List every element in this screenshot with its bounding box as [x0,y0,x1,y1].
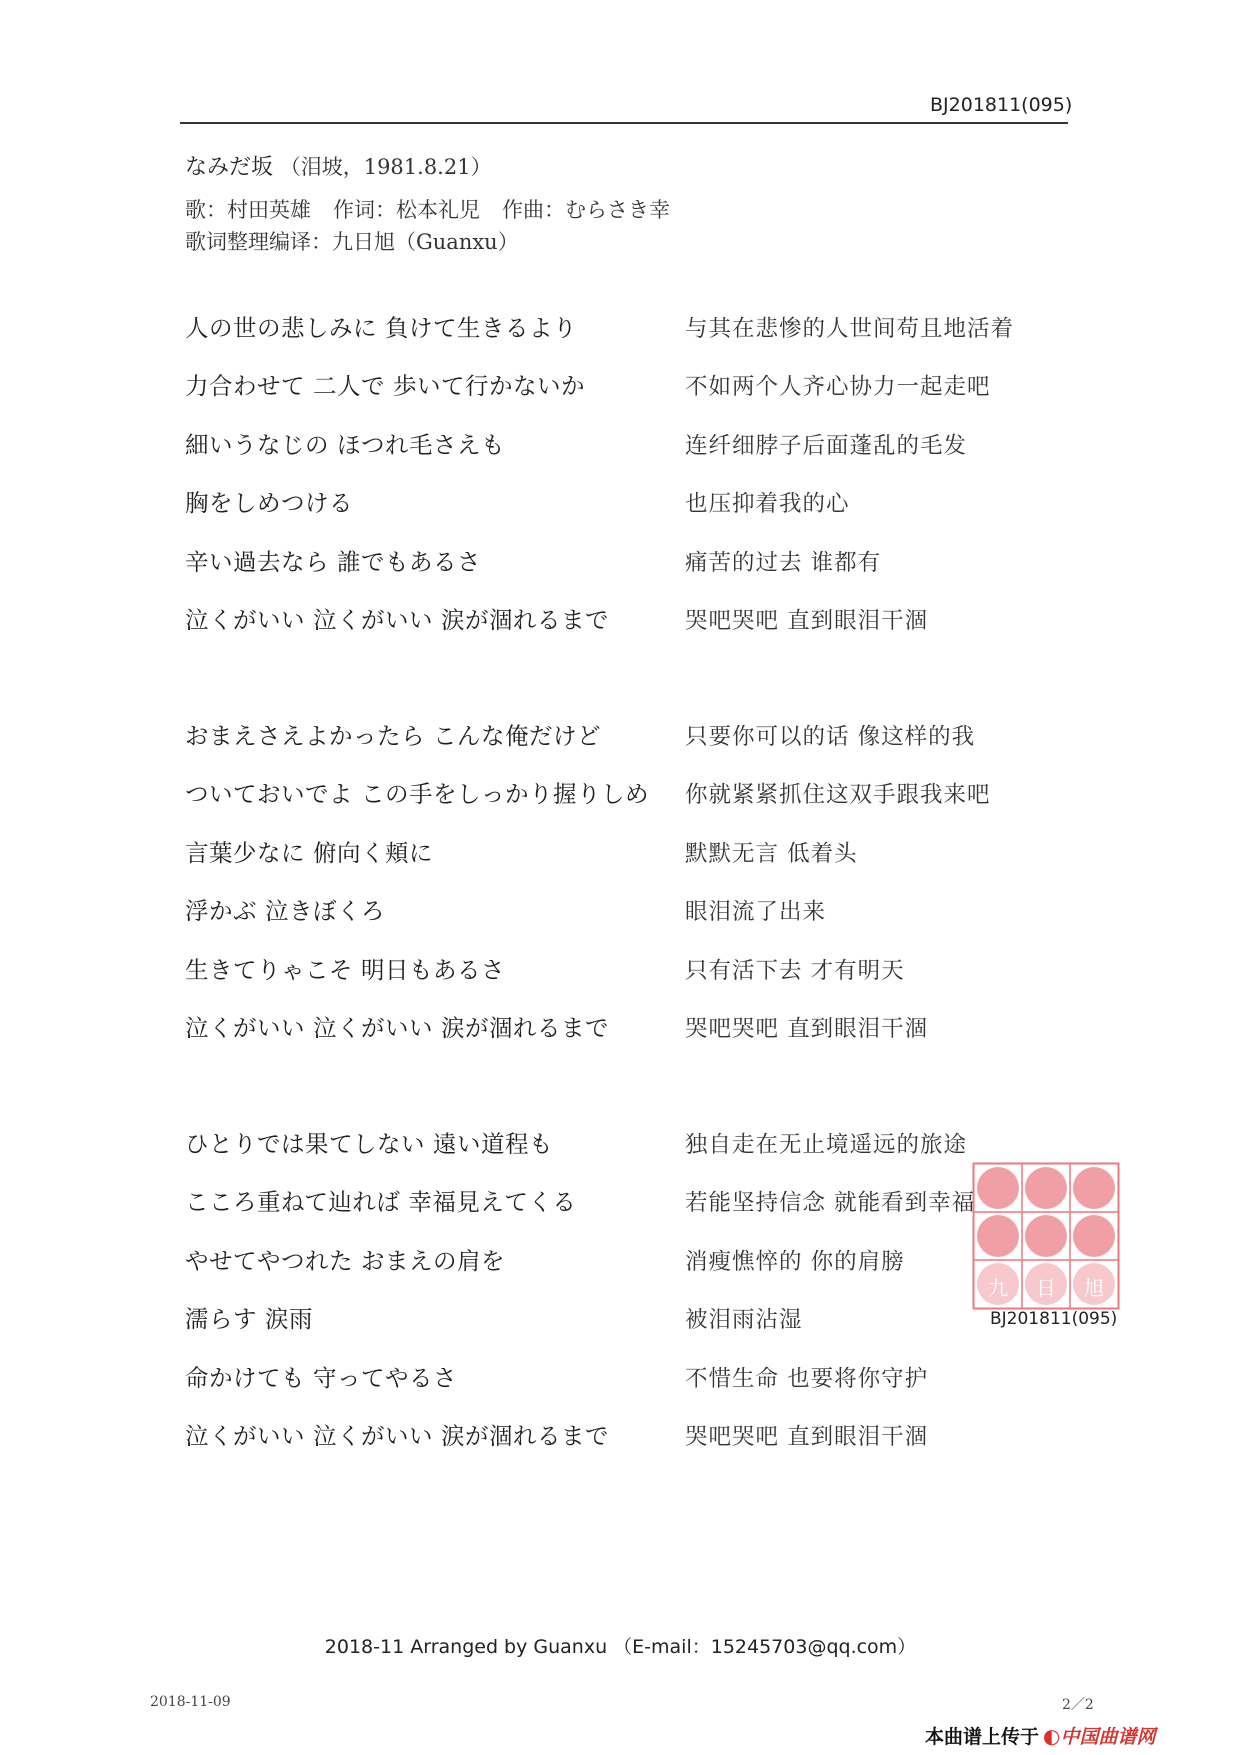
lyric-chinese: 消瘦憔悴的 你的肩膀 [685,1248,905,1275]
lyric-chinese: 只要你可以的话 像这样的我 [685,723,976,750]
lyric-line [185,763,1065,822]
song-title: なみだ坂 [185,155,274,180]
lyric-chinese: 连纤细脖子后面蓬乱的毛发 [685,432,968,459]
lyric-chinese: 与其在悲惨的人世间苟且地活着 [685,315,1015,342]
lyric-chinese: 独自走在无止境遥远的旅途 [685,1131,968,1158]
lyricist-credit: 作词：松本礼児 [333,198,480,222]
song-subtitle: （泪坡，1981.8.21） [279,155,492,179]
lyric-line [185,296,1065,355]
lyric-japanese: 泣くがいい 泣くがいい 涙が涸れるまで [185,606,609,634]
header-divider [180,122,1068,124]
lyric-japanese: 人の世の悲しみに 負けて生きるより [185,313,577,342]
lyric-japanese: 泣くがいい 泣くがいい 涙が涸れるまで [185,1014,609,1042]
site-logo-icon: ◐ [1043,1724,1061,1748]
lyric-chinese: 哭吧哭吧 直到眼泪干涸 [685,1424,929,1450]
lyric-line [185,704,1065,763]
lyric-japanese: やせてやつれた おまえの肩を [185,1246,505,1275]
stanza-1 [185,296,1065,647]
lyric-line [185,1288,1065,1347]
lyric-japanese: ついておいでよ この手をしっかり握りしめ [185,780,649,808]
lyric-chinese: 痛苦的过去 谁都有 [685,549,882,576]
lyric-chinese: 默默无言 低着头 [685,840,858,867]
seal-char: 日 [1036,1276,1056,1300]
seal-code: BJ201811(095) [990,1309,1118,1329]
lyric-chinese: 你就紧紧抓住这双手跟我来吧 [685,782,991,808]
lyric-japanese: 泣くがいい 泣くがいい 涙が涸れるまで [185,1422,609,1450]
lyric-line [185,1346,1065,1405]
lyric-japanese: 浮かぶ 泣きぼくろ [185,897,385,925]
lyric-chinese: 只有活下去 才有明天 [685,957,905,984]
lyric-line [185,589,1065,648]
lyric-japanese: おまえさえよかったら こんな俺だけど [185,721,601,750]
seal-dot [1073,1167,1115,1209]
lyric-chinese: 眼泪流了出来 [685,899,827,925]
seal-stamp [972,1162,1120,1310]
lyric-line [185,997,1065,1056]
lyric-japanese: 命かけても 守ってやるさ [185,1363,457,1392]
lyric-japanese: 力合わせて 二人で 歩いて行かないか [185,372,585,400]
composer-credit: 作曲：むらさき幸 [502,198,670,222]
lyric-japanese: 濡らす 涙雨 [185,1305,313,1333]
page-number: 2／2 [1062,1697,1094,1713]
arranger-credit: 歌词整理编译：九日旭（Guanxu） [185,230,519,254]
lyric-line [185,1112,1065,1171]
credits-line [185,194,670,224]
lyric-line [185,355,1065,414]
seal-dot [977,1167,1019,1209]
lyric-line [185,1171,1065,1230]
seal-dot [1073,1215,1115,1257]
lyric-line [185,880,1065,939]
seal-dot [1025,1215,1067,1257]
lyric-chinese: 若能坚持信念 就能看到幸福 [685,1190,976,1216]
song-title-line [185,150,492,181]
seal-char: 九 [988,1276,1008,1300]
lyric-chinese: 哭吧哭吧 直到眼泪干涸 [685,1016,929,1042]
lyric-line [185,1229,1065,1288]
lyric-line [185,530,1065,589]
stanza-3 [185,1112,1065,1463]
footer-date: 2018-11-09 [150,1694,231,1710]
site-name-link[interactable]: 中国曲谱网 [1060,1726,1156,1748]
lyric-line [185,413,1065,472]
stanza-2 [185,704,1065,1055]
seal-dot [977,1215,1019,1257]
lyric-line [185,821,1065,880]
seal-dot [1025,1167,1067,1209]
lyric-chinese: 不如两个人齐心协力一起走吧 [685,374,991,400]
lyric-chinese: 不惜生命 也要将你守护 [685,1365,929,1392]
lyric-japanese: 細いうなじの ほつれ毛さえも [185,430,505,459]
lyric-japanese: 胸をしめつける [185,489,353,517]
seal-char: 旭 [1084,1276,1104,1300]
arranger-footer-credit: 2018-11 Arranged by Guanxu （E-mail：15245703@qq.com） [324,1636,917,1658]
lyric-line [185,472,1065,531]
lyric-japanese: こころ重ねて辿れば 幸福見えてくる [185,1188,577,1216]
lyric-chinese: 被泪雨沾湿 [685,1307,803,1333]
lyric-line [185,1405,1065,1464]
lyric-chinese: 哭吧哭吧 直到眼泪干涸 [685,608,929,634]
lyric-japanese: ひとりでは果てしない 遠い道程も [185,1129,553,1158]
upload-notice [925,1722,1155,1749]
lyric-japanese: 辛い過去なら 誰でもあるさ [185,547,481,576]
lyric-japanese: 生きてりゃこそ 明日もあるさ [185,955,505,984]
lyric-line [185,938,1065,997]
header-code: BJ201811(095) [930,94,1073,116]
lyric-japanese: 言葉少なに 俯向く頬に [185,838,433,867]
upload-prefix: 本曲谱上传于 [925,1726,1040,1748]
lyric-chinese: 也压抑着我的心 [685,491,850,517]
singer-credit: 歌：村田英雄 [185,198,311,222]
